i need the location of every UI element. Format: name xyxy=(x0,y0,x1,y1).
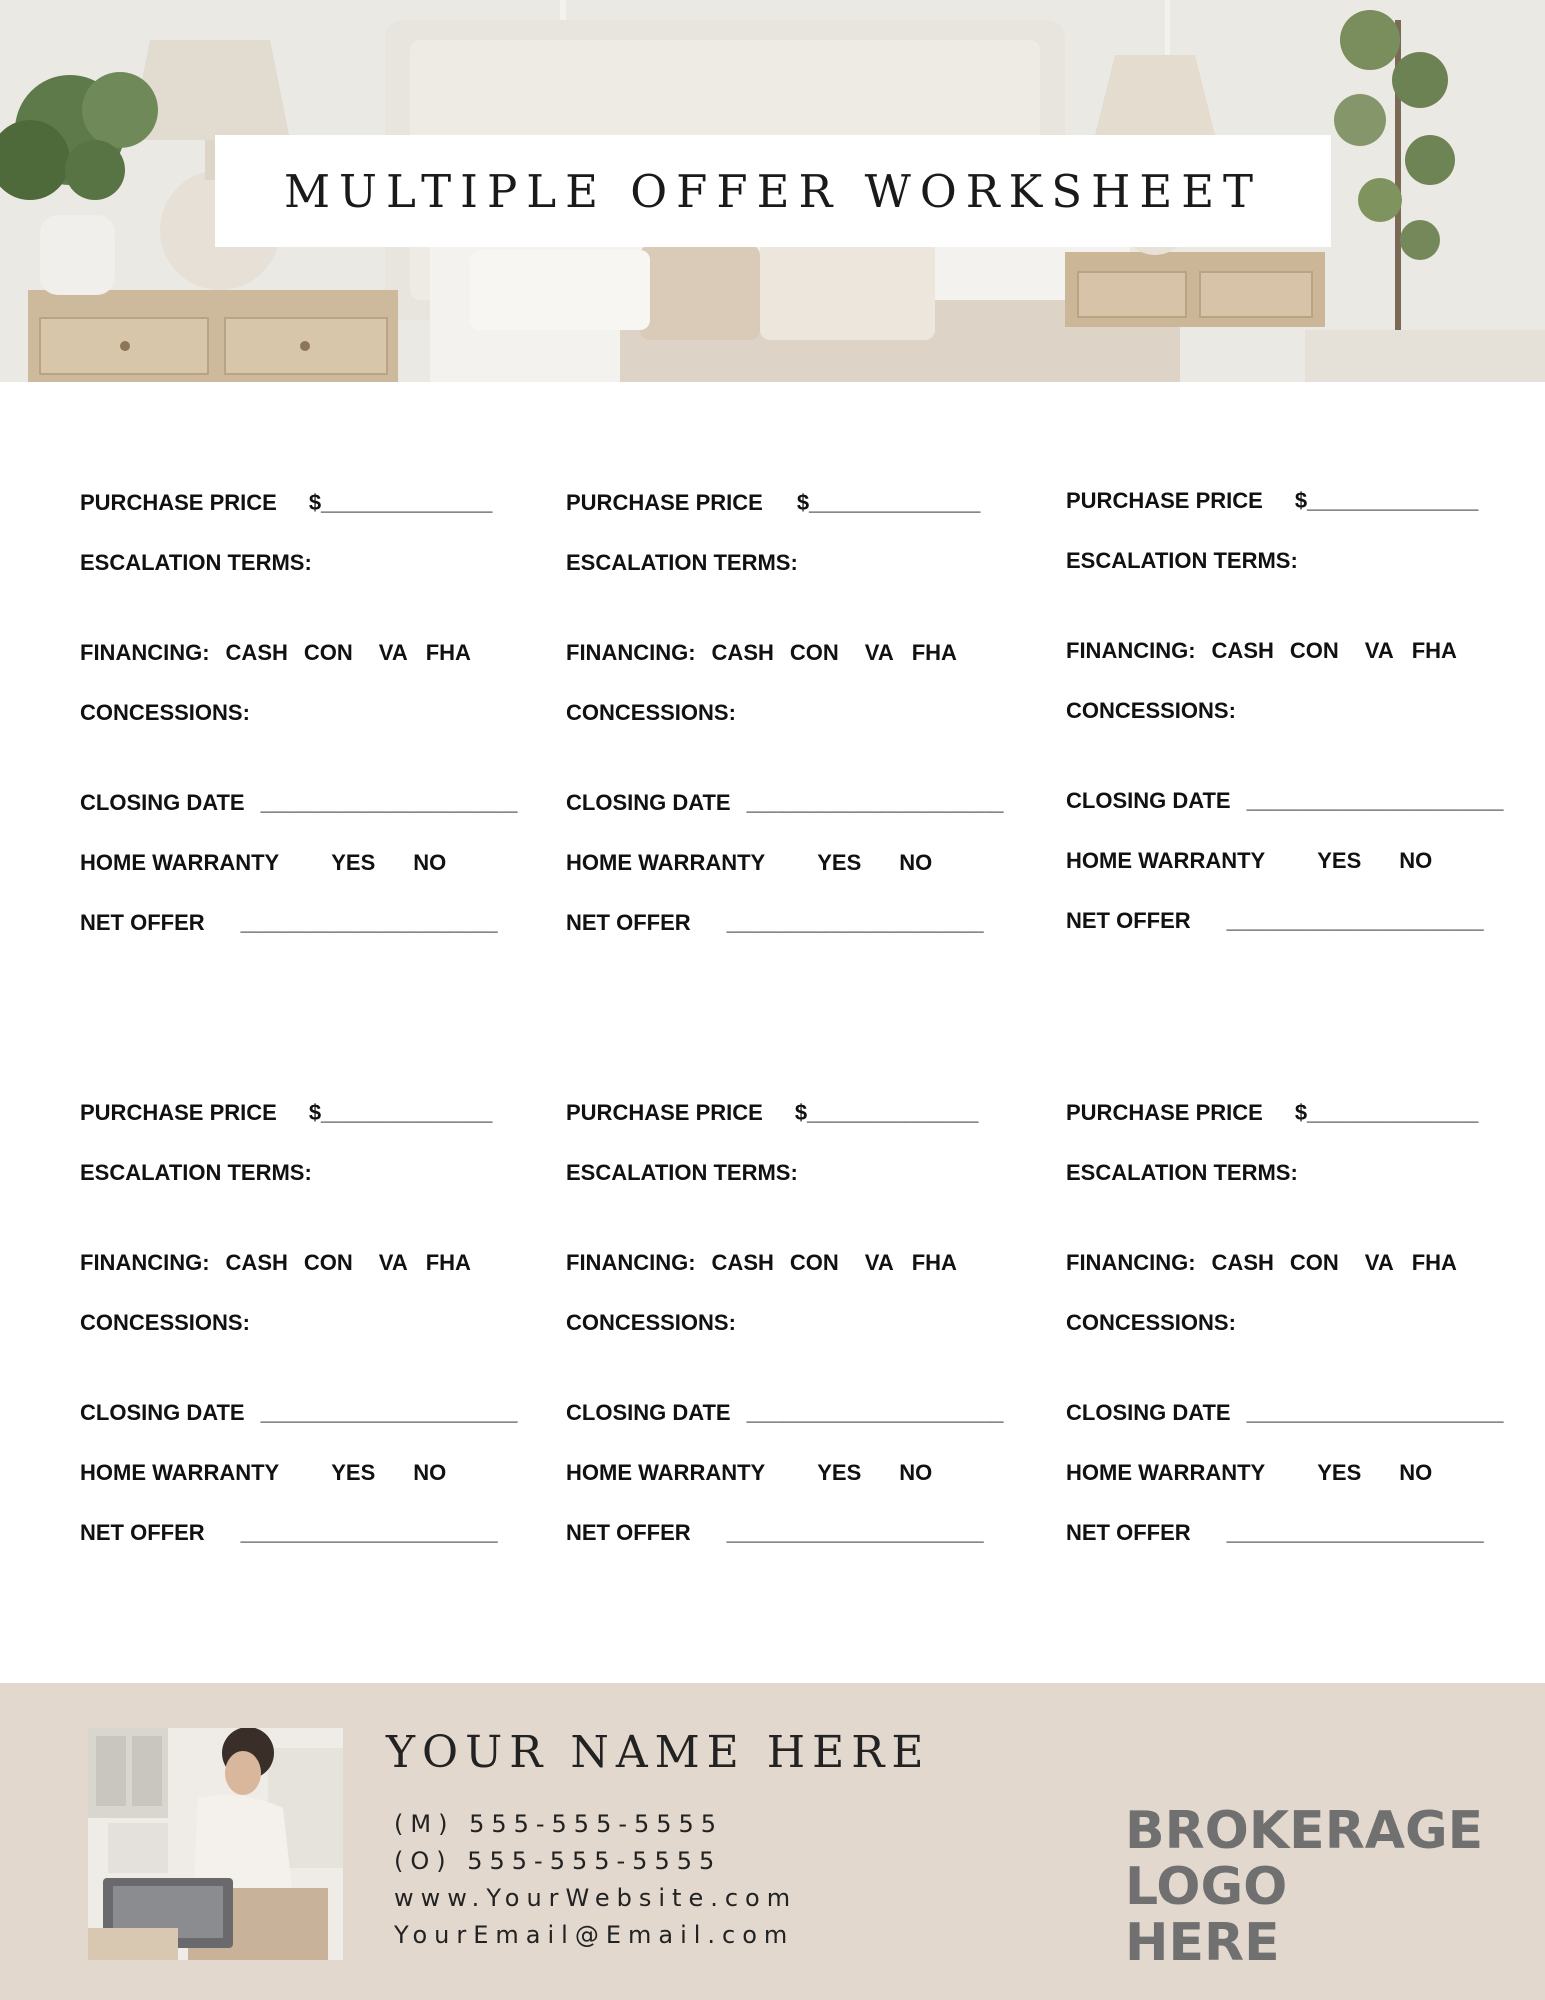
home-warranty-row xyxy=(80,1460,446,1486)
financing-row xyxy=(1066,638,1457,664)
net-offer-field[interactable]: _____________________ xyxy=(1226,908,1484,933)
purchase-price-label: PURCHASE PRICE xyxy=(80,1100,277,1125)
financing-label: FINANCING: xyxy=(1066,1250,1196,1275)
financing-fha-option[interactable]: FHA xyxy=(911,1250,957,1275)
escalation-row xyxy=(1066,1160,1298,1186)
purchase-price-field[interactable]: $______________ xyxy=(308,1100,493,1125)
financing-row xyxy=(566,640,957,666)
closing-date-row xyxy=(80,790,518,816)
net-offer-label: NET OFFER xyxy=(80,910,205,935)
net-offer-label: NET OFFER xyxy=(1066,908,1191,933)
net-offer-field[interactable]: _____________________ xyxy=(1226,1520,1484,1545)
purchase-price-row xyxy=(80,490,492,516)
financing-fha-option[interactable]: FHA xyxy=(425,1250,471,1275)
financing-con-option[interactable]: CON xyxy=(789,640,839,665)
agent-photo-icon xyxy=(88,1728,343,1960)
financing-fha-option[interactable]: FHA xyxy=(1411,638,1457,663)
financing-va-option[interactable]: VA xyxy=(378,640,408,665)
escalation-row xyxy=(80,1160,312,1186)
financing-row xyxy=(80,1250,471,1276)
home-warranty-row xyxy=(566,1460,932,1486)
closing-date-label: CLOSING DATE xyxy=(1066,788,1231,813)
escalation-label: ESCALATION TERMS: xyxy=(1066,1160,1298,1185)
escalation-row xyxy=(1066,548,1298,574)
warranty-no-option[interactable]: NO xyxy=(899,1460,933,1485)
financing-fha-option[interactable]: FHA xyxy=(911,640,957,665)
financing-row xyxy=(566,1250,957,1276)
concessions-label: CONCESSIONS: xyxy=(566,1310,736,1335)
closing-date-row xyxy=(1066,1400,1504,1426)
financing-va-option[interactable]: VA xyxy=(378,1250,408,1275)
closing-date-field[interactable]: _____________________ xyxy=(260,790,518,815)
escalation-label: ESCALATION TERMS: xyxy=(80,550,312,575)
warranty-yes-option[interactable]: YES xyxy=(331,1460,376,1485)
concessions-label: CONCESSIONS: xyxy=(80,700,250,725)
home-warranty-label: HOME WARRANTY xyxy=(80,850,280,875)
concessions-label: CONCESSIONS: xyxy=(1066,1310,1236,1335)
net-offer-label: NET OFFER xyxy=(1066,1520,1191,1545)
closing-date-field[interactable]: _____________________ xyxy=(746,790,1004,815)
financing-cash-option[interactable]: CASH xyxy=(711,640,774,665)
agent-name: YOUR NAME HERE xyxy=(386,1727,931,1778)
home-warranty-row xyxy=(1066,848,1432,874)
home-warranty-label: HOME WARRANTY xyxy=(566,1460,766,1485)
net-offer-field[interactable]: _____________________ xyxy=(726,910,984,935)
purchase-price-label: PURCHASE PRICE xyxy=(566,1100,763,1125)
financing-fha-option[interactable]: FHA xyxy=(1411,1250,1457,1275)
net-offer-row xyxy=(566,910,984,936)
home-warranty-label: HOME WARRANTY xyxy=(1066,1460,1266,1485)
financing-con-option[interactable]: CON xyxy=(1289,1250,1339,1275)
net-offer-field[interactable]: _____________________ xyxy=(240,910,498,935)
financing-row xyxy=(80,640,471,666)
warranty-no-option[interactable]: NO xyxy=(899,850,933,875)
financing-con-option[interactable]: CON xyxy=(789,1250,839,1275)
financing-fha-option[interactable]: FHA xyxy=(425,640,471,665)
concessions-label: CONCESSIONS: xyxy=(80,1310,250,1335)
purchase-price-label: PURCHASE PRICE xyxy=(1066,488,1263,513)
title-box xyxy=(215,135,1331,247)
closing-date-label: CLOSING DATE xyxy=(1066,1400,1231,1425)
concessions-row xyxy=(1066,698,1236,724)
email-link[interactable]: YourEmail@Email.com xyxy=(394,1921,795,1949)
net-offer-field[interactable]: _____________________ xyxy=(240,1520,498,1545)
purchase-price-field[interactable]: $______________ xyxy=(1294,1100,1479,1125)
warranty-no-option[interactable]: NO xyxy=(413,1460,447,1485)
concessions-row xyxy=(566,700,736,726)
warranty-no-option[interactable]: NO xyxy=(413,850,447,875)
financing-label: FINANCING: xyxy=(566,1250,696,1275)
financing-row xyxy=(1066,1250,1457,1276)
financing-con-option[interactable]: CON xyxy=(303,640,353,665)
escalation-label: ESCALATION TERMS: xyxy=(566,1160,798,1185)
purchase-price-row xyxy=(1066,1100,1478,1126)
financing-con-option[interactable]: CON xyxy=(1289,638,1339,663)
net-offer-label: NET OFFER xyxy=(80,1520,205,1545)
home-warranty-row xyxy=(1066,1460,1432,1486)
website-link[interactable]: www.YourWebsite.com xyxy=(394,1884,798,1912)
page-title: MULTIPLE OFFER WORKSHEET xyxy=(283,164,1263,218)
warranty-no-option[interactable]: NO xyxy=(1399,1460,1433,1485)
purchase-price-label: PURCHASE PRICE xyxy=(80,490,277,515)
home-warranty-label: HOME WARRANTY xyxy=(80,1460,280,1485)
home-warranty-label: HOME WARRANTY xyxy=(566,850,766,875)
concessions-label: CONCESSIONS: xyxy=(1066,698,1236,723)
financing-va-option[interactable]: VA xyxy=(1364,1250,1394,1275)
purchase-price-field[interactable]: $______________ xyxy=(796,490,981,515)
office-phone[interactable]: (O) 555-555-5555 xyxy=(394,1847,722,1875)
logo-line-1: BROKERAGE xyxy=(1125,1801,1484,1861)
financing-con-option[interactable]: CON xyxy=(303,1250,353,1275)
escalation-row xyxy=(80,550,312,576)
home-warranty-label: HOME WARRANTY xyxy=(1066,848,1266,873)
financing-cash-option[interactable]: CASH xyxy=(711,1250,774,1275)
financing-va-option[interactable]: VA xyxy=(864,640,894,665)
net-offer-row xyxy=(566,1520,984,1546)
financing-cash-option[interactable]: CASH xyxy=(225,1250,288,1275)
concessions-row xyxy=(80,1310,250,1336)
brokerage-logo-placeholder xyxy=(1125,1801,1484,1973)
net-offer-row xyxy=(80,910,498,936)
financing-va-option[interactable]: VA xyxy=(1364,638,1394,663)
financing-label: FINANCING: xyxy=(566,640,696,665)
warranty-yes-option[interactable]: YES xyxy=(331,850,376,875)
purchase-price-row xyxy=(1066,488,1478,514)
concessions-label: CONCESSIONS: xyxy=(566,700,736,725)
agent-photo xyxy=(88,1728,343,1960)
logo-line-2: LOGO HERE xyxy=(1125,1857,1288,1973)
purchase-price-row xyxy=(566,490,980,516)
purchase-price-field[interactable]: $______________ xyxy=(1294,488,1479,513)
closing-date-row xyxy=(1066,788,1504,814)
closing-date-field[interactable]: _____________________ xyxy=(746,1400,1004,1425)
closing-date-label: CLOSING DATE xyxy=(80,1400,245,1425)
warranty-yes-option[interactable]: YES xyxy=(1317,848,1362,873)
concessions-row xyxy=(566,1310,736,1336)
home-warranty-row xyxy=(80,850,446,876)
financing-va-option[interactable]: VA xyxy=(864,1250,894,1275)
closing-date-label: CLOSING DATE xyxy=(566,790,731,815)
closing-date-row xyxy=(566,1400,1004,1426)
closing-date-row xyxy=(80,1400,518,1426)
warranty-no-option[interactable]: NO xyxy=(1399,848,1433,873)
net-offer-row xyxy=(80,1520,498,1546)
concessions-row xyxy=(80,700,250,726)
escalation-label: ESCALATION TERMS: xyxy=(566,550,798,575)
net-offer-label: NET OFFER xyxy=(566,1520,691,1545)
header-photo xyxy=(0,0,1545,382)
escalation-row xyxy=(566,550,798,576)
closing-date-row xyxy=(566,790,1004,816)
footer xyxy=(0,1683,1545,2000)
concessions-row xyxy=(1066,1310,1236,1336)
warranty-yes-option[interactable]: YES xyxy=(817,1460,862,1485)
net-offer-label: NET OFFER xyxy=(566,910,691,935)
closing-date-label: CLOSING DATE xyxy=(566,1400,731,1425)
financing-label: FINANCING: xyxy=(1066,638,1196,663)
purchase-price-label: PURCHASE PRICE xyxy=(566,490,763,515)
financing-cash-option[interactable]: CASH xyxy=(1211,638,1274,663)
net-offer-field[interactable]: _____________________ xyxy=(726,1520,984,1545)
purchase-price-field[interactable]: $______________ xyxy=(308,490,493,515)
closing-date-field[interactable]: _____________________ xyxy=(1246,1400,1504,1425)
closing-date-label: CLOSING DATE xyxy=(80,790,245,815)
purchase-price-label: PURCHASE PRICE xyxy=(1066,1100,1263,1125)
escalation-label: ESCALATION TERMS: xyxy=(1066,548,1298,573)
net-offer-row xyxy=(1066,908,1484,934)
home-warranty-row xyxy=(566,850,932,876)
closing-date-field[interactable]: _____________________ xyxy=(1246,788,1504,813)
purchase-price-field[interactable]: $______________ xyxy=(794,1100,979,1125)
financing-cash-option[interactable]: CASH xyxy=(1211,1250,1274,1275)
purchase-price-row xyxy=(566,1100,978,1126)
net-offer-row xyxy=(1066,1520,1484,1546)
escalation-label: ESCALATION TERMS: xyxy=(80,1160,312,1185)
warranty-yes-option[interactable]: YES xyxy=(817,850,862,875)
mobile-phone[interactable]: (M) 555-555-5555 xyxy=(394,1810,724,1838)
financing-label: FINANCING: xyxy=(80,640,210,665)
warranty-yes-option[interactable]: YES xyxy=(1317,1460,1362,1485)
closing-date-field[interactable]: _____________________ xyxy=(260,1400,518,1425)
escalation-row xyxy=(566,1160,798,1186)
purchase-price-row xyxy=(80,1100,492,1126)
financing-label: FINANCING: xyxy=(80,1250,210,1275)
financing-cash-option[interactable]: CASH xyxy=(225,640,288,665)
